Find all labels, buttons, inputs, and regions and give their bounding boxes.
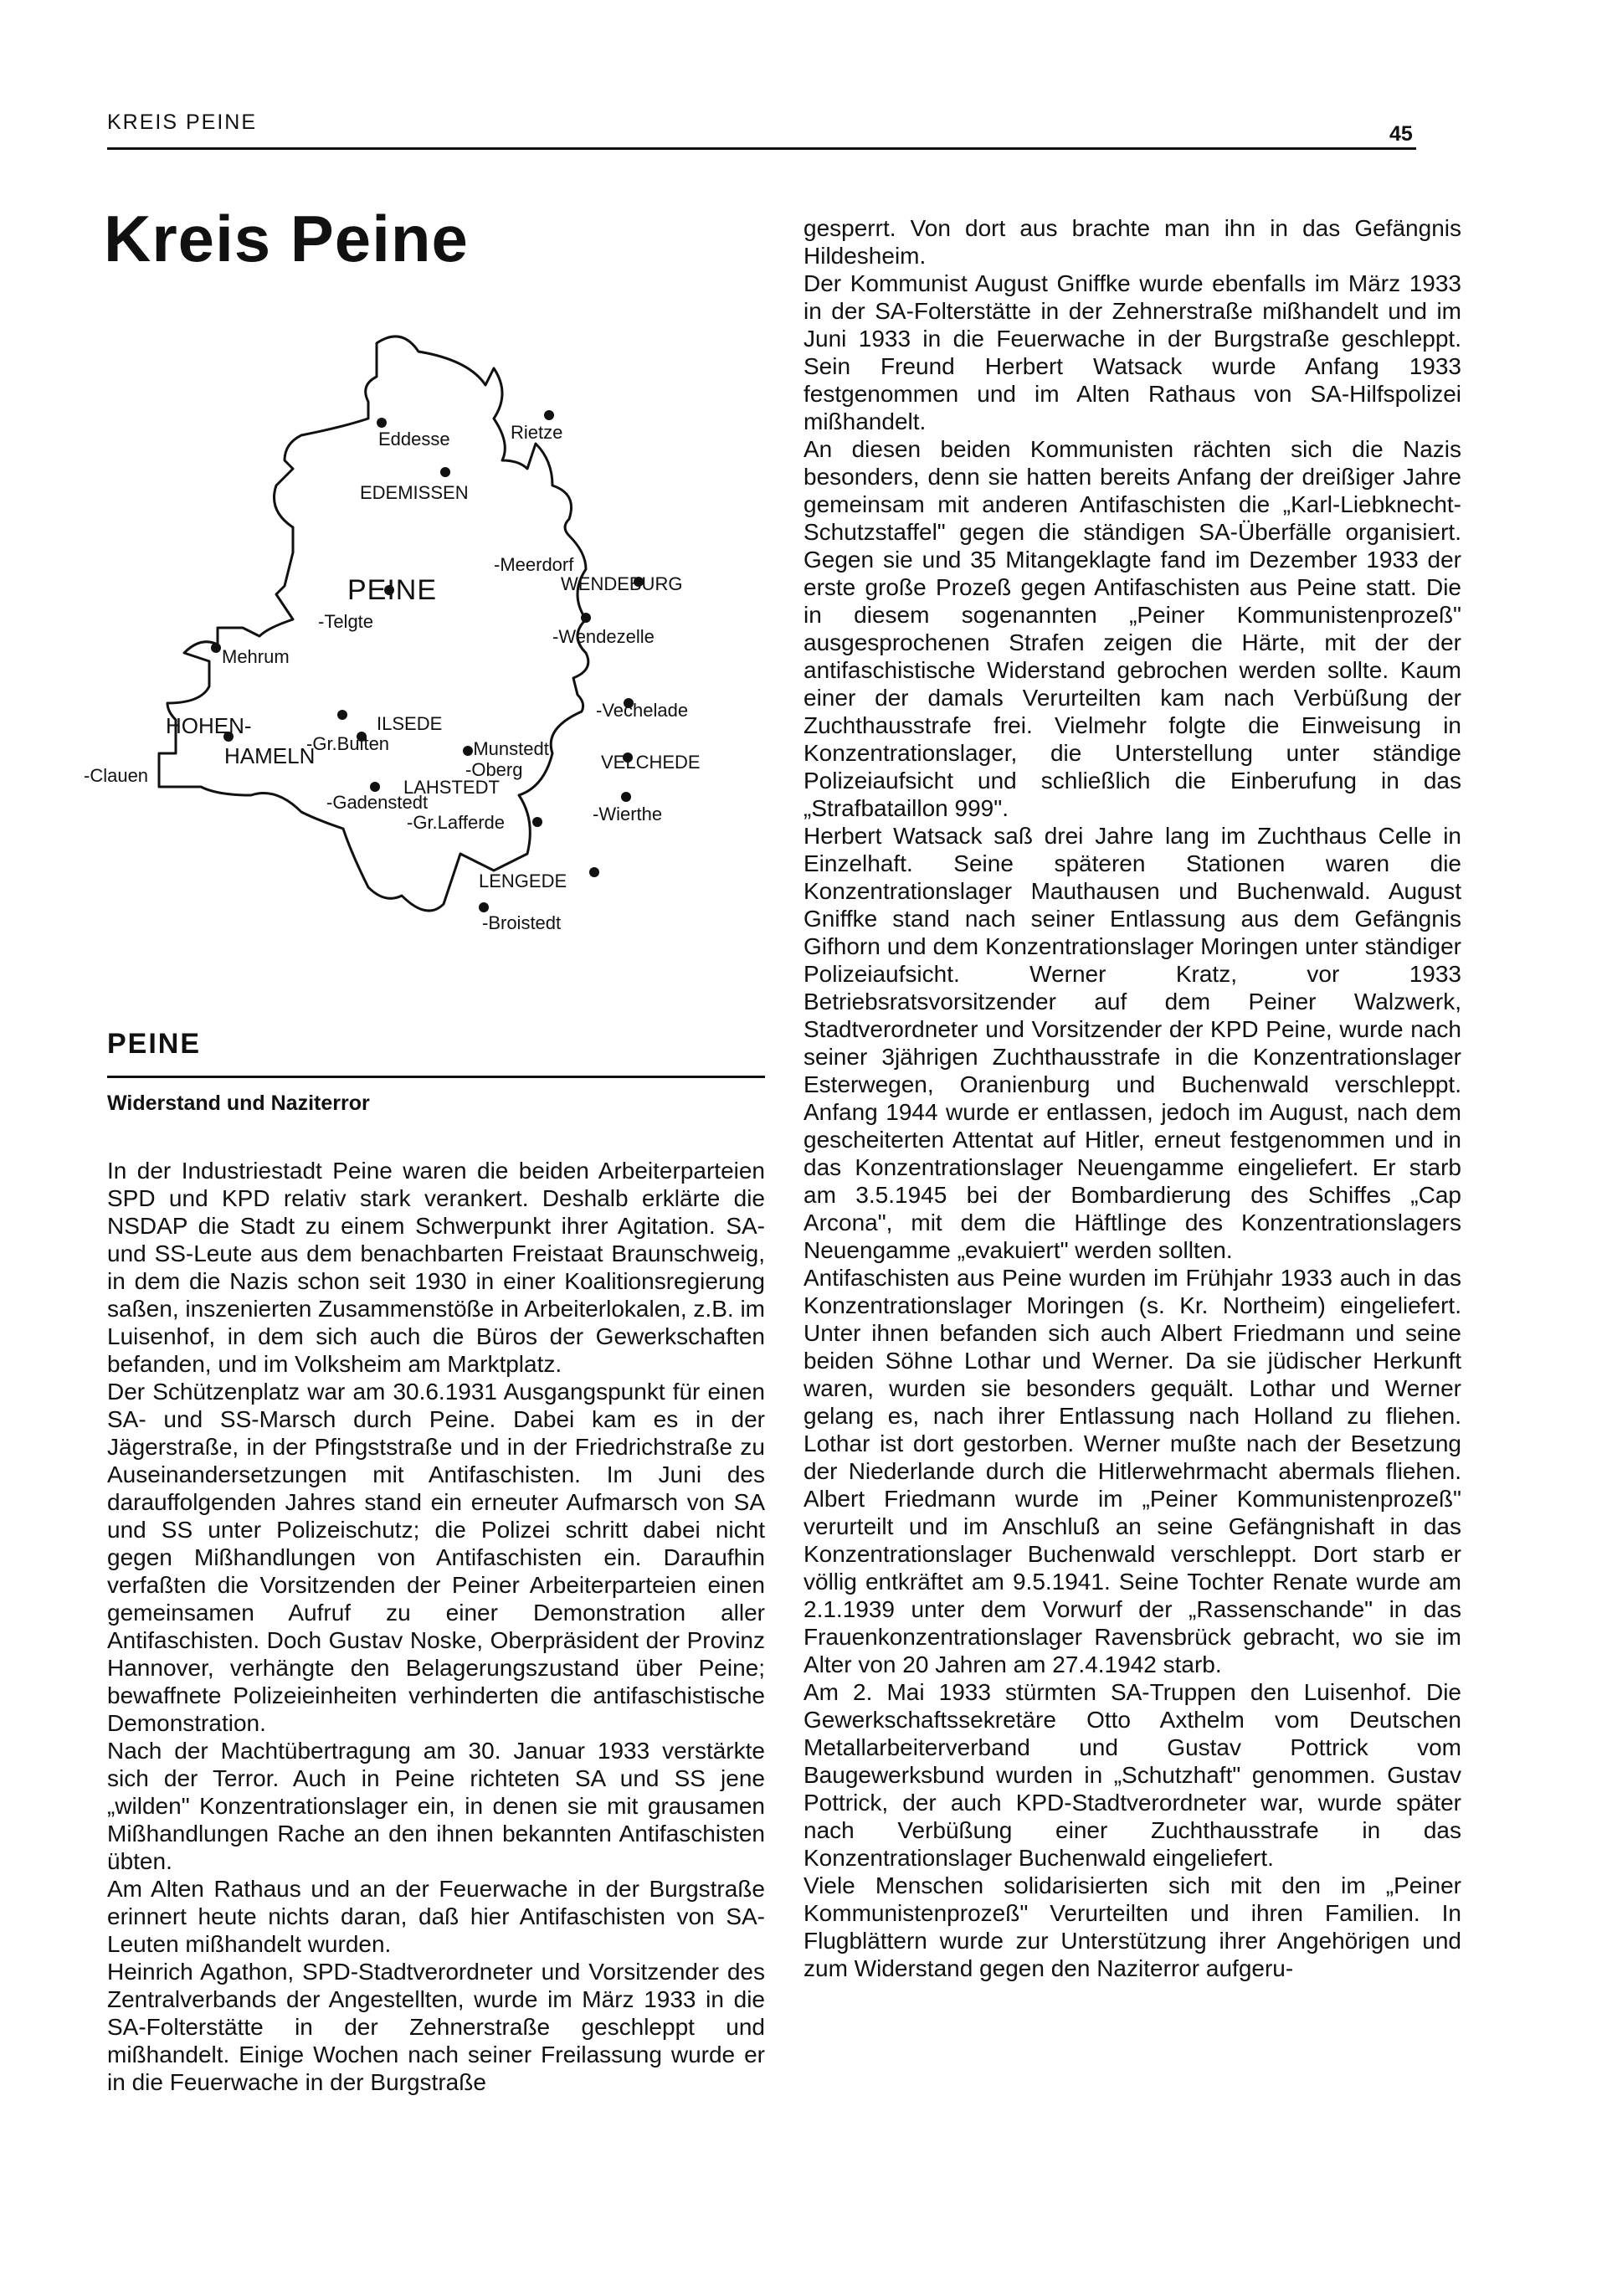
map-label-gadenstedt: -Gadenstedt [326,792,429,813]
map-label-wendezelle: -Wendezelle [552,626,655,647]
right-paragraph: Am 2. Mai 1933 stürmten SA-Truppen den Luisenhof. Die Gewerkschaftssekretäre Otto Axthelm vom Deutschen Metallarbeiterverband und Gustav Pottrick vom Baugewerksbund wurden in „Schutzhaft" genommen. Gustav Pottrick, der auch KPD-Stadtverordneter war, wurde später nach Verbüßung einer Zuchthausstrafe in das Konzentrationslager Buchenwald eingeliefert. [804,1679,1461,1871]
map-point-wendezelle [581,613,591,623]
map-label-oberg: -Oberg [465,759,523,780]
map-point-lahstedt [370,782,380,792]
map-point-ilsede [337,710,347,720]
map-label-telgte: -Telgte [318,611,374,632]
left-paragraph: Nach der Machtübertragung am 30. Januar 1933 verstärkte sich der Terror. Auch in Peine richteten SA und SS jene „wilden" Konzentrationslager ein, in denen sie mit grausamen Mißhandlungen Rache an den ihnen bekannten Antifaschisten übten. [107,1738,765,1874]
right-paragraph: Herbert Watsack saß drei Jahre lang im Zuchthaus Celle in Einzelhaft. Seine späteren Stationen waren die Konzentrationslager Mauthausen und Buchenwald. August Gniffke stand nach seiner Entlassung aus dem Gefängnis Gifhorn und dem Konzentrationslager Moringen unter ständiger Polizeiaufsicht. Werner Kratz, vor 1933 Betriebsratsvorsitzender auf dem Peiner Walzwerk, Stadtverordneter und Vorsitzender der KPD Peine, wurde nach seiner 3jährigen Zuchthausstrafe in die Konzentrationslager Esterwegen, Oranienburg und Buchenwald verschleppt. Anfang 1944 wurde er entlassen, jedoch im August, nach dem gescheiterten Attentat auf Hitler, erneut festgenommen und in das Konzentrationslager Neuengamme eingeliefert. Er starb am 3.5.1945 bei der Bombardierung des Schiffes „Cap Arcona", mit dem die Häftlinge des Konzentrationslagers Neuengamme „evakuiert" werden sollten. [804,823,1461,1263]
right-column [804,214,1461,1982]
map-label-vechelade: -Vechelade [596,700,689,721]
map-label-lahstedt: LAHSTEDT [403,777,500,798]
right-paragraph: Antifaschisten aus Peine wurden im Frühjahr 1933 auch in das Konzentrationslager Moringen (s. Kr. Northeim) eingeliefert. Unter ihnen befanden sich auch Albert Friedmann und seine beiden Söhne Lothar und Werner. Da sie jüdischer Herkunft waren, wurden sie besonders gequält. Lothar und Werner gelang es, nach ihrer Entlassung nach Holland zu fliehen. Lothar ist dort gestorben. Werner mußte nach der Besetzung der Niederlande durch die Hitlerwehrmacht abermals fliehen. Albert Friedmann wurde im „Peiner Kommunistenprozeß" verurteilt und im Anschluß an seine Gefängnishaft in das Konzentrationslager Buchenwald verschleppt. Dort starb er völlig entkräftet am 9.5.1941. Seine Tochter Renate wurde am 2.1.1939 unter dem Vorwurf der „Rassenschande" in das Frauenkonzentrationslager Ravensbrück gebracht, wo sie im Alter von 20 Jahren am 27.4.1942 starb. [804,1265,1461,1677]
left-paragraph: In der Industriestadt Peine waren die beiden Arbeiterparteien SPD und KPD relativ stark verankert. Deshalb erklärte die NSDAP die Stadt zu einem Schwerpunkt ihrer Agitation. SA- und SS-Leute aus dem benachbarten Freistaat Braunschweig, in dem die Nazis schon seit 1930 in einer Koalitionsregierung saßen, inszenierten Zusammenstöße in Arbeiterlokalen, z.B. im Luisenhof, in dem sich auch die Büros der Gewerkschaften befanden, und im Volksheim am Marktplatz. [107,1158,765,1377]
map-label-hohen: HOHEN- [166,713,252,738]
district-outline [151,318,762,971]
left-paragraph: Am Alten Rathaus und an der Feuerwache in der Burgstraße erinnert heute nichts daran, daß hier Antifaschisten von SA-Leuten mißhandelt wurden. [107,1876,765,1957]
map-point-south [589,867,599,877]
map-point-eddesse [377,418,387,428]
page-number: 45 [1389,122,1413,146]
map-label-hameln: HAMELN [224,743,316,768]
map-label-rietze: Rietze [511,422,563,443]
map-label-peine: PEINE [347,574,438,606]
map-point-rietze [544,410,554,420]
left-paragraph: Heinrich Agathon, SPD-Stadtverordneter und Vorsitzender des Zentralverbands der Angestellten, wurde im März 1933 in die SA-Folterstätte in der Zehnerstraße geschleppt und mißhandelt. Einige Wochen nach seiner Freilassung wurde er in die Feuerwache in der Burgstraße [107,1959,765,2095]
left-column [107,1157,765,2096]
map-label-broistedt: -Broistedt [482,912,562,933]
map-label-meerdorf: -Meerdorf [494,554,574,575]
map-point-mehrum [211,643,221,653]
map-label-gr-bulten: -Gr.Bulten [306,733,390,754]
map-label-lengede: LENGEDE [479,871,567,891]
map-label-edemissen: EDEMISSEN [360,482,469,503]
map-label-vechelde: VELCHEDE [601,752,701,773]
right-paragraph: gesperrt. Von dort aus brachte man ihn in das Gefängnis Hildesheim. [804,215,1461,269]
section-rule [107,1076,765,1078]
header-rule [107,147,1416,150]
map-point-lengede [532,817,542,827]
right-paragraph: Der Kommunist August Gniffke wurde ebenfalls im März 1933 in der SA-Folterstätte in der Zehnerstraße mißhandelt und im Juni 1933 in die Feuerwache in der Burgstraße geschleppt. Sein Freund Herbert Watsack wurde Anfang 1933 festgenommen und im Alten Rathaus von SA-Hilfspolizei mißhandelt. [804,270,1461,434]
map-point-edemissen [440,467,450,477]
map-label-mehrum: Mehrum [222,646,290,667]
map-label-wierthe: -Wierthe [593,804,663,824]
map-label-wendeburg: WENDEBURG [561,573,683,594]
map-point-wierthe [621,792,631,802]
page-title: Kreis Peine [104,202,469,275]
map-label-ilsede: ILSEDE [377,713,443,734]
right-paragraph: An diesen beiden Kommunisten rächten sich die Nazis besonders, denn sie hatten bereits Anfang der dreißiger Jahre gemeinsam mit anderen Antifaschisten die „Karl-Liebknecht-Schutzstaffel" gegen die ständigen SA-Überfälle organisiert. Gegen sie und 35 Mitangeklagte fand im Dezember 1933 der erste große Prozeß gegen Antifaschisten aus Peine statt. Die in diesem sogenannten „Peiner Kommunistenprozeß" ausgesprochenen Strafen zeigen die Härte, mit der der antifaschistische Widerstand gebrochen werden sollte. Kaum einer der damals Verurteilten kam nach Verbüßung der Zuchthausstrafe frei. Vielmehr folgte die Einweisung in Konzentrationslager, die Unterstellung unter ständige Polizeiaufsicht und schließlich die Einberufung in das „Strafbataillon 999". [804,436,1461,821]
section-subheading: Widerstand und Naziterror [107,1091,370,1115]
map-label-gr-lafferde: -Gr.Lafferde [407,812,505,833]
right-paragraph: Viele Menschen solidarisierten sich mit den im „Peiner Kommunistenprozeß" Verurteilten und ihren Familien. In Flugblättern wurde zur Unterstützung ihrer Angehörigen und zum Widerstand gegen den Naziterror aufgeru- [804,1872,1461,1981]
running-head: KREIS PEINE [107,110,257,134]
map-point-broistedt [479,902,489,912]
section-heading: PEINE [107,1028,202,1060]
map-label-munstedt: -Munstedt [467,738,549,759]
district-map [84,318,762,971]
map-label-eddesse: Eddesse [378,429,450,449]
left-paragraph: Der Schützenplatz war am 30.6.1931 Ausgangspunkt für einen SA- und SS-Marsch durch Peine. Dabei kam es in der Jägerstraße, in der Pfingststraße und in der Friedrichstraße zu Auseinandersetzungen mit Antifaschisten. Im Juni des darauffolgenden Jahres stand ein erneuter Aufmarsch von SA und SS unter Polizeischutz; die Polizei schritt dabei nicht gegen Mißhandlungen von Antifaschisten ein. Daraufhin verfaßten die Vorsitzenden der Peiner Arbeiterparteien einen gemeinsamen Aufruf zu einer Demonstration aller Antifaschisten. Doch Gustav Noske, Oberpräsident der Provinz Hannover, verhängte den Belagerungszustand über Peine; bewaffnete Polizeieinheiten verhinderten die antifaschistische Demonstration. [107,1379,765,1736]
map-label-clauen: -Clauen [84,765,149,786]
